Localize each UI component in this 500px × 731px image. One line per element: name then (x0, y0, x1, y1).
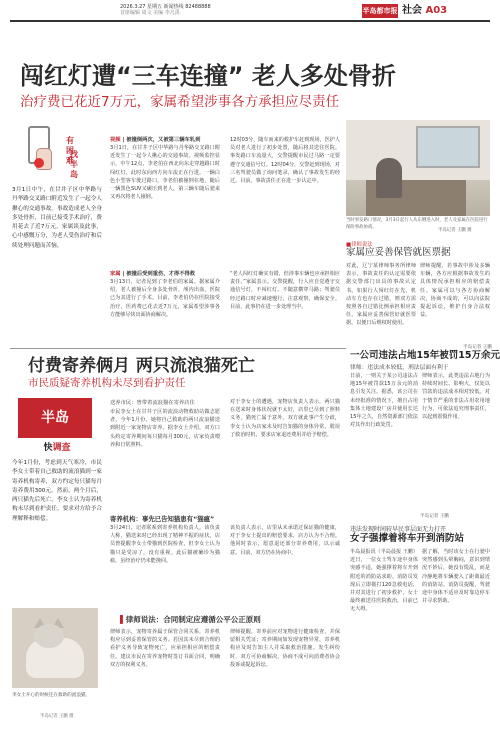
page-number: A03 (425, 5, 448, 16)
story2-subheading2 (120, 614, 261, 625)
accident-scene-photo (346, 120, 490, 216)
story4-title: 女子强撑着将车开到消防站 (350, 533, 465, 544)
story2-subheading1: 寄养机构：事先已告知猫患有“猫瘟” (110, 515, 215, 523)
law-tag: ■律师说法 (346, 242, 373, 248)
story2-col6: 律师提醒，寄养前应对宠物进行健康检查，并保留相关凭证；寄养期间如发现宠物异常，寄养机构应及时告知主人并采取救治措施。发生纠纷时，双方可协商解决，协商不成可向消费者协会投诉或提起诉讼。 (230, 629, 340, 668)
header-editors: 首席编辑 周文 美编 李凡禹 (120, 10, 180, 16)
story4-kicker: 违法发现时间较早民事层面无力打开 (350, 526, 447, 533)
story1-col3 (110, 270, 220, 356)
story1-sidebar (12, 114, 102, 251)
header-date-hotline: 2026.3.27 星期五 新闻热线 82488888 (120, 4, 211, 10)
story1-subhead: 治疗费已花近7万元，家属希望涉事各方承担应尽责任 (20, 94, 340, 110)
story4-col2: 据了解，当时该女士在行驶中突然感到头晕胸闷，意识到情况不妙后，她没有慌乱，而是冷静地将车辆驶入了距离最近的消防站。消防员提醒，驾驶途中身体不适应及时靠边停车并寻求帮助。 (422, 549, 490, 605)
cat-photo (12, 608, 98, 688)
story1-sidebar-text: 3月1日中午，在甘井子区中华路与丹华路交叉路口附近发生了一起令人揪心的交通事故。事故造成老人全身多处骨折，目前已接受手术治疗，费用花去了近7万元。家属谈及此事，心中感慨万分，为老人受伤治疗和后续处理问题而苦恼。 (12, 187, 102, 249)
quick-survey-label-a: 快 (43, 443, 53, 453)
section-name: 社会 (402, 5, 422, 16)
quick-survey-label (12, 440, 102, 453)
story2-sidebar-text: 今年1月份，考虑到天气寒冷，市民李女士带着自己救助的流浪猫到一家寄养机构寄养，双方约定每只猫每月寄养费用300元。然而，两个月后，两只猫先后死亡。李女士认为寄养机构未尽到看护责任，要求对方给予合理解释和赔偿。 (12, 460, 102, 522)
story2-subheading2-text: 律师说法：合同制定应遵循公平公正原则 (125, 615, 261, 624)
cat-head (34, 624, 64, 648)
law-col2: 律师提醒，若事故中涉及多辆车辆，各方应根据事故发生的具体情况承担相应的赔偿责任。家属可以与各方协商解决，协商不成的，可以向法院提起诉讼，维护自身合法权益。 (420, 263, 490, 319)
story2-col4: 该负责人表示，店里从未承诺过保证猫的健康，对于李女士提出的赔偿要求，店方认为不合理。他同时表示，愿意退还部分寄养费用，以示诚意。目前，双方仍在协商中。 (230, 525, 340, 556)
story-divider (10, 348, 346, 349)
story2-col1: 市民李女士在甘井子区的流浪动物救助站做志愿者，今年1月份，她将自己救助的两只流浪猫送到附近一家宠物店寄养。据李女士介绍，双方口头约定寄养期间每只猫每月300元，店家负责喂养和日常照料。 (110, 409, 220, 448)
law-tag-text: 律师说法 (351, 242, 373, 248)
story3-title: 一公司违法占地15年被罚15万余元 (350, 350, 500, 361)
story1-lead1-text: 被撞倒两次，又被第三辆车轧到 (126, 137, 201, 143)
story1-lead2-text: 被撞后受到重伤，才得不得救 (126, 271, 196, 277)
header-divider (10, 20, 490, 22)
story2-col3: 3月24日，记者联系到寄养机构负责人。该负责人称，猫送来时已经出现了精神不振的症状，店员曾提醒李女士带猫到医院检查，但李女士认为猫只是受凉了，没有重视。此后猫被确诊为猫瘟，虽经治疗仍未能挽回。 (110, 525, 220, 564)
photo-window (416, 126, 480, 168)
story1-col2: 12时03分，随车而来的救护车赶到现场，医护人员对老人进行了初步处置，随后将其送往医院。事发路口车流量大，交警提醒市民过马路一定要遵守交通信号灯。12时04分，交警赶到现场，对三名驾驶员做了询问笔录，确认了事故发生的经过。目前，事故责任正在进一步认定中。 (230, 137, 340, 185)
story2-tagline: 送养市民：曾带着流浪猫在寄养店住 (110, 400, 195, 406)
newspaper-masthead: 半岛都市报 (362, 4, 398, 18)
story4-col1: 半岛晨报讯（半岛晨报 王鹏）近日，一位女士驾车途中身体突感不适，她强撑着将车开到附近的消防站求助。消防员发现后立即拨打120急救电话，并对其进行了初步救护，女士最终被送往医院救治，目前已无大碍。 (350, 549, 418, 613)
story3-col1: 日前，一则关于某公司违法占地15年被罚款15万余元的消息引发关注。据悉，该公司在未经批准的情况下，擅自占用集体土地建设厂房并使用长达15年之久，自然资源部门依法对其作出行政处罚。 (350, 373, 418, 429)
story1-lead1-tag: 视频 (110, 137, 121, 143)
story1-lead2: 家属 | 被撞后受到重伤，才得不得救 (110, 271, 196, 277)
story2-sidebar (12, 398, 102, 524)
law-title: 家属应妥善保管就医票据 (346, 247, 451, 258)
story2-col5: 律师表示，宠物寄养属于保管合同关系，寄养机构应尽到妥善保管的义务。若因其未尽到合理的看护义务导致宠物死亡，应承担相应的赔偿责任。建议市民在寄养宠物时签订书面合同，明确双方的权利义务。 (110, 629, 220, 668)
story1-headline: 闯红灯遭“三车连撞” 老人多处骨折 (20, 62, 396, 90)
story1-col4: “老人闯红灯确实有错，但涉事车辆也应承担相应责任。”家属表示。交警提醒，行人应自觉遵守交通信号灯，不闯红灯、不随意横穿马路；驾驶员经过路口时应减速慢行，注意观察，确保安全。目前，此事仍在进一步处理当中。 (230, 271, 340, 310)
header-meta (120, 4, 360, 16)
help-column-label-2: 找半岛 (70, 150, 78, 179)
tap-dot-icon (34, 158, 44, 168)
story3-subtitle: 律师：违法成本较低，刑法层面有利于 (350, 365, 449, 371)
subheading-bar-icon: ▌ (120, 615, 126, 624)
cat-photo-credit: 半岛记者 王鹏 摄 (40, 714, 74, 719)
story2-headline: 付费寄养俩月 两只流浪猫死亡 (28, 356, 255, 376)
story1-col1 (110, 136, 220, 266)
story1-lead1: 视频 | 被撞倒两次，又被第三辆车轧到 (110, 137, 201, 143)
quick-survey-logo: 半岛 (18, 398, 92, 438)
story1-lead2-tag: 家属 (110, 271, 121, 277)
story3-credit: 半岛记者 王鹏 (420, 514, 450, 519)
help-column-label-1: 有困难 (66, 136, 74, 165)
story1-col1-body: 3月1日，在甘井子区中华路与丹华路交叉路口附近发生了一起令人揪心的交通事故。视频监控显示，中午12点，李老伯在西北向东走穿越路口时闯红灯，此时东向西方向车流正在行进。一辆白色小型客车驶过路口，李老伯被撞倒在地，随后一辆黑色SUV又碾压到老人，第三辆车随后驶来又再次将老人撞倒。 (110, 145, 220, 201)
story1-col3-body: 3月13日，记者见到了李老伯的家属。据家属介绍，老人被撞后全身多处骨折，颅内出血，医院已为其进行了手术。目前，李老伯仍在医院接受治疗，医药费已花去近7万元，家属希望涉事各方能够尽快出面协商解决。 (110, 279, 220, 318)
law-col1: 对此，辽宁某律师事务所律师表示，事故责任的认定需要依据交警部门出具的事故认定书。如果行人闯红灯在先，机动车方也存在过错，则双方需按照各自过错比例承担相应责任。家属应妥善保管好就医票据，以便日后维权时使用。 (346, 263, 416, 327)
photo-caption: 当时事发路口情况，3月3日起行人从东侧进入时，老人及家属在医院进行保险事故协商。 (346, 218, 488, 230)
story2-subhead: 市民质疑寄养机构未尽到看护责任 (28, 377, 186, 389)
section-label (402, 4, 447, 18)
cat-photo-caption: 李女士开心的时候还在救助的流浪猫。 (12, 693, 91, 698)
law-credit: 半岛记者 王鹏 (462, 345, 492, 350)
photo-credit: 半岛记者 王鹏 摄 (438, 228, 472, 233)
story2-col2: 对于李女士的遭遇，宠物店负责人表示，两只猫在送来时身体状况就不太好，店里已尽到了照料义务，猫死亡属于意外。双方就此事产生分歧，李女士认为店家未及时告知猫的身体异常，耽误了救治时机，要求店家退还费用并给予赔偿。 (230, 399, 340, 438)
story3-col2: 律师表示，此类违法占地行为持续时间长、影响大，仅处以罚款的违法成本相对较低。对于情节严重的非法占用农用地行为，可依法追究刑事责任，以起到震慑作用。 (422, 373, 490, 421)
quick-survey-label-b: 调查 (52, 443, 71, 453)
photo-person (376, 158, 402, 198)
